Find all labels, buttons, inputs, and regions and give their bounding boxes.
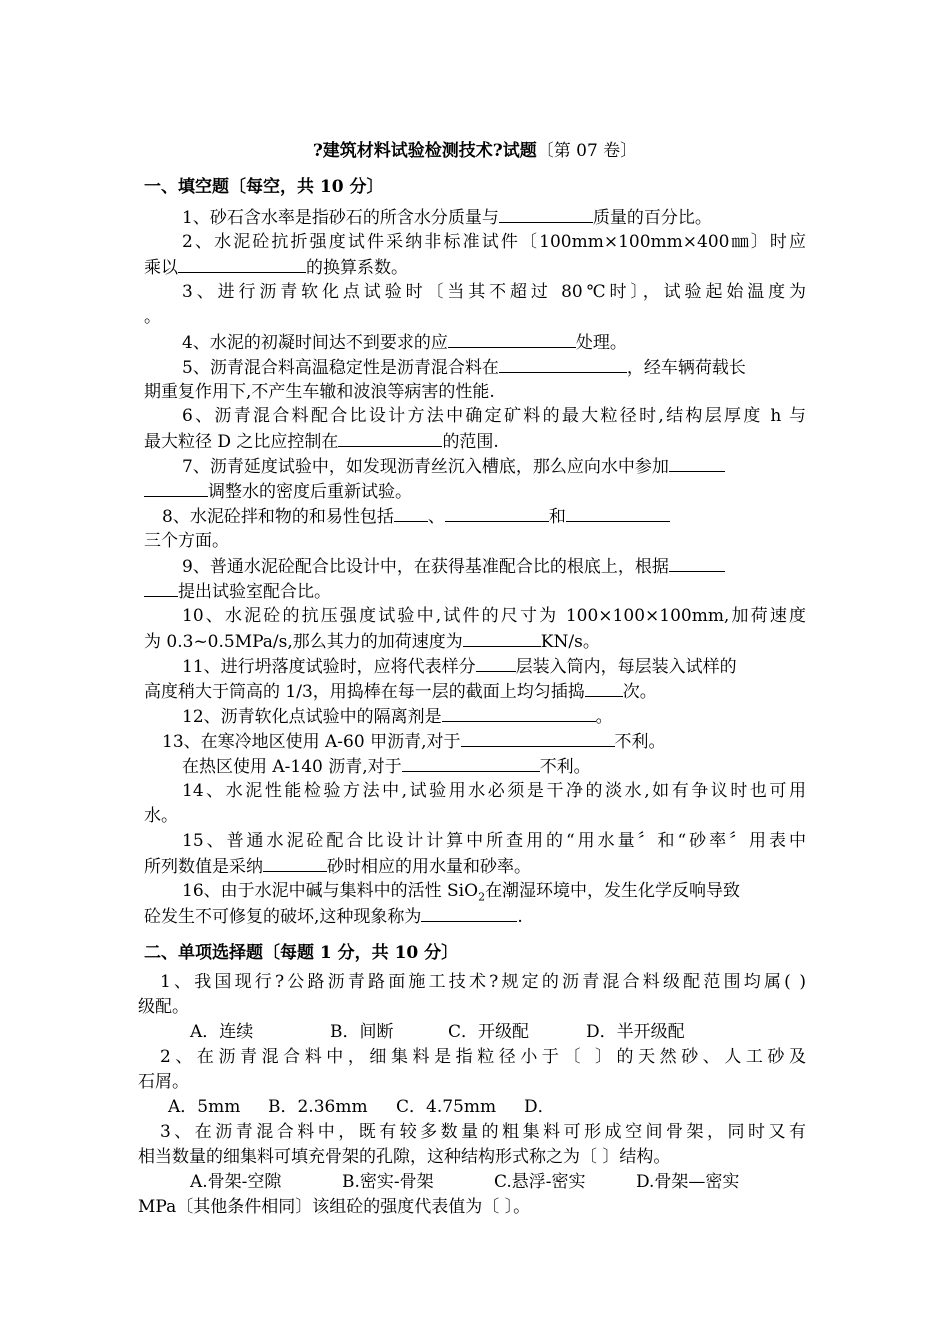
- answer-blank[interactable]: [463, 630, 541, 647]
- choice-q1-option-b[interactable]: B．间断: [330, 1022, 394, 1042]
- choice-q1-line2: 级配。: [138, 997, 189, 1017]
- answer-blank[interactable]: [445, 505, 549, 522]
- fill-q3-line2: 。: [144, 307, 161, 327]
- fill-q6-line2: 最大粒径 D 之比应控制在 的范围.: [144, 432, 499, 452]
- title-main: ?建筑材料试验检测技术?试题: [312, 141, 537, 161]
- fill-q11-line1: 11、进行坍落度试验时，应将代表样分 层装入筒内，每层装入试样的: [182, 657, 737, 677]
- choice-q3-option-a[interactable]: A.骨架-空隙: [190, 1172, 282, 1192]
- choice-q2-line1: 2、在沥青混合料中，细集料是指粒径小于〔 〕的天然砂、人工砂及: [160, 1047, 806, 1067]
- answer-blank[interactable]: [585, 680, 623, 697]
- choice-q2-option-c[interactable]: C．4.75mm: [396, 1097, 497, 1117]
- answer-blank[interactable]: [394, 505, 428, 522]
- choice-q1-option-c[interactable]: C．开级配: [448, 1022, 530, 1042]
- fill-q10-line2: 为 0.3~0.5MPa/s,那么其力的加荷速度为 KN/s。: [144, 632, 600, 652]
- fill-q5-line2: 期重复作用下,不产生车辙和波浪等病害的性能.: [144, 382, 495, 402]
- section-fill-heading: 一、填空题〔每空，共 10 分〕: [144, 177, 384, 197]
- choice-q3-option-b[interactable]: B.密实-骨架: [342, 1172, 434, 1192]
- answer-blank[interactable]: [669, 455, 725, 472]
- fill-q16-line2: 砼发生不可修复的破坏,这种现象称为 .: [144, 907, 523, 927]
- fill-q13-line2: 在热区使用 A-140 沥青,对于 不利。: [182, 757, 591, 777]
- fill-q11-line2: 高度稍大于筒高的 1/3，用捣棒在每一层的截面上均匀插捣 次。: [144, 682, 657, 702]
- fill-q10-line1: 10、水泥砼的抗压强度试验中,试件的尺寸为 100×100×100mm,加荷速度: [182, 606, 806, 626]
- fill-q15-line2: 所列数值是采纳 砂时相应的用水量和砂率。: [144, 857, 531, 877]
- choice-q3-option-c[interactable]: C.悬浮-密实: [494, 1172, 586, 1192]
- choice-q3-line1: 3、在沥青混合料中，既有较多数量的粗集料可形成空间骨架，同时又有: [160, 1122, 806, 1142]
- answer-blank[interactable]: [338, 430, 442, 447]
- fill-q14-line2: 水。: [144, 806, 178, 826]
- fill-q4: 4、水泥的初凝时间达不到要求的应 处理。: [182, 333, 627, 353]
- choice-q3-line2: 相当数量的细集料可填充骨架的孔隙，这种结构形式称之为〔 〕结构。: [138, 1147, 671, 1167]
- choice-q3-option-d[interactable]: D.骨架—密实: [636, 1172, 740, 1192]
- choice-q2-option-d[interactable]: D．: [524, 1097, 555, 1117]
- fill-q5-line1: 5、沥青混合料高温稳定性是沥青混合料在 ，经车辆荷载长: [182, 358, 746, 378]
- fill-q8-line2: 三个方面。: [144, 531, 229, 551]
- answer-blank[interactable]: [476, 655, 516, 672]
- fill-q16-line1: 16、由于水泥中碱与集料中的活性 SiO$_2$在潮湿环境中，发生化学反响导致: [182, 881, 741, 904]
- choice-q2-option-b[interactable]: B．2.36mm: [268, 1097, 368, 1117]
- document-title: [0, 136, 950, 161]
- choice-q2-option-a[interactable]: A．5mm: [168, 1097, 241, 1117]
- answer-blank-cont[interactable]: [144, 480, 208, 497]
- fill-q1: 1、砂石含水率是指砂石的所含水分质量与 质量的百分比。: [182, 208, 712, 228]
- answer-blank[interactable]: [442, 705, 596, 722]
- answer-blank[interactable]: [499, 206, 593, 223]
- fill-q13-line1: 13、在寒冷地区使用 A-60 甲沥青,对于 不利。: [162, 732, 666, 752]
- fill-q3-line1: 3、进行沥青软化点试验时〔当其不超过 80℃时〕，试验起始温度为: [182, 282, 806, 302]
- answer-blank[interactable]: [178, 256, 306, 273]
- choice-q2-line2: 石屑。: [138, 1072, 189, 1092]
- fill-q12: 12、沥青软化点试验中的隔离剂是 。: [182, 707, 613, 727]
- fill-q14-line1: 14、水泥性能检验方法中,试验用水必须是干净的淡水,如有争议时也可用: [182, 781, 806, 801]
- fill-q9-line1: 9、普通水泥砼配合比设计中，在获得基准配合比的根底上，根据: [182, 555, 725, 578]
- title-volume: 〔第 07 卷〕: [536, 141, 638, 161]
- answer-blank[interactable]: [566, 505, 670, 522]
- choice-q1-line1: 1、我国现行?公路沥青路面施工技术?规定的沥青混合料级配范围均属( ): [160, 972, 806, 992]
- answer-blank[interactable]: [461, 730, 615, 747]
- choice-q1-option-d[interactable]: D．半开级配: [586, 1022, 685, 1042]
- fill-q6-line1: 6、沥青混合料配合比设计方法中确定矿料的最大粒径时,结构层厚度 h 与: [182, 406, 806, 426]
- answer-blank[interactable]: [402, 755, 540, 772]
- fill-q7-line1: 7、沥青延度试验中，如发现沥青丝沉入槽底，那么应向水中参加: [182, 455, 725, 478]
- fill-q8-line1: 8、水泥砼拌和物的和易性包括 、 和: [162, 505, 670, 528]
- fill-q2-line1: 2、水泥砼抗折强度试件采纳非标准试件〔100mm×100mm×400㎜〕时应: [182, 232, 806, 252]
- answer-blank[interactable]: [263, 855, 327, 872]
- choice-q4-fragment: MPa〔其他条件相同〕该组砼的强度代表值为〔 〕。: [138, 1197, 531, 1217]
- fill-q9-line2: 提出试验室配合比。: [144, 580, 331, 603]
- fill-q15-line1: 15、普通水泥砼配合比设计计算中所查用的“用水量〞和“砂率〞用表中: [182, 831, 806, 851]
- answer-blank[interactable]: [669, 555, 725, 572]
- answer-blank[interactable]: [421, 905, 517, 922]
- fill-q2-line2: 乘以 的换算系数。: [144, 258, 408, 278]
- answer-blank[interactable]: [499, 356, 627, 373]
- choice-q1-option-a[interactable]: A．连续: [190, 1022, 254, 1042]
- section-choice-heading: 二、单项选择题〔每题 1 分，共 10 分〕: [144, 943, 459, 963]
- fill-q7-line2: 调整水的密度后重新试验。: [144, 480, 412, 503]
- answer-blank[interactable]: [448, 331, 576, 348]
- answer-blank-cont[interactable]: [144, 580, 178, 597]
